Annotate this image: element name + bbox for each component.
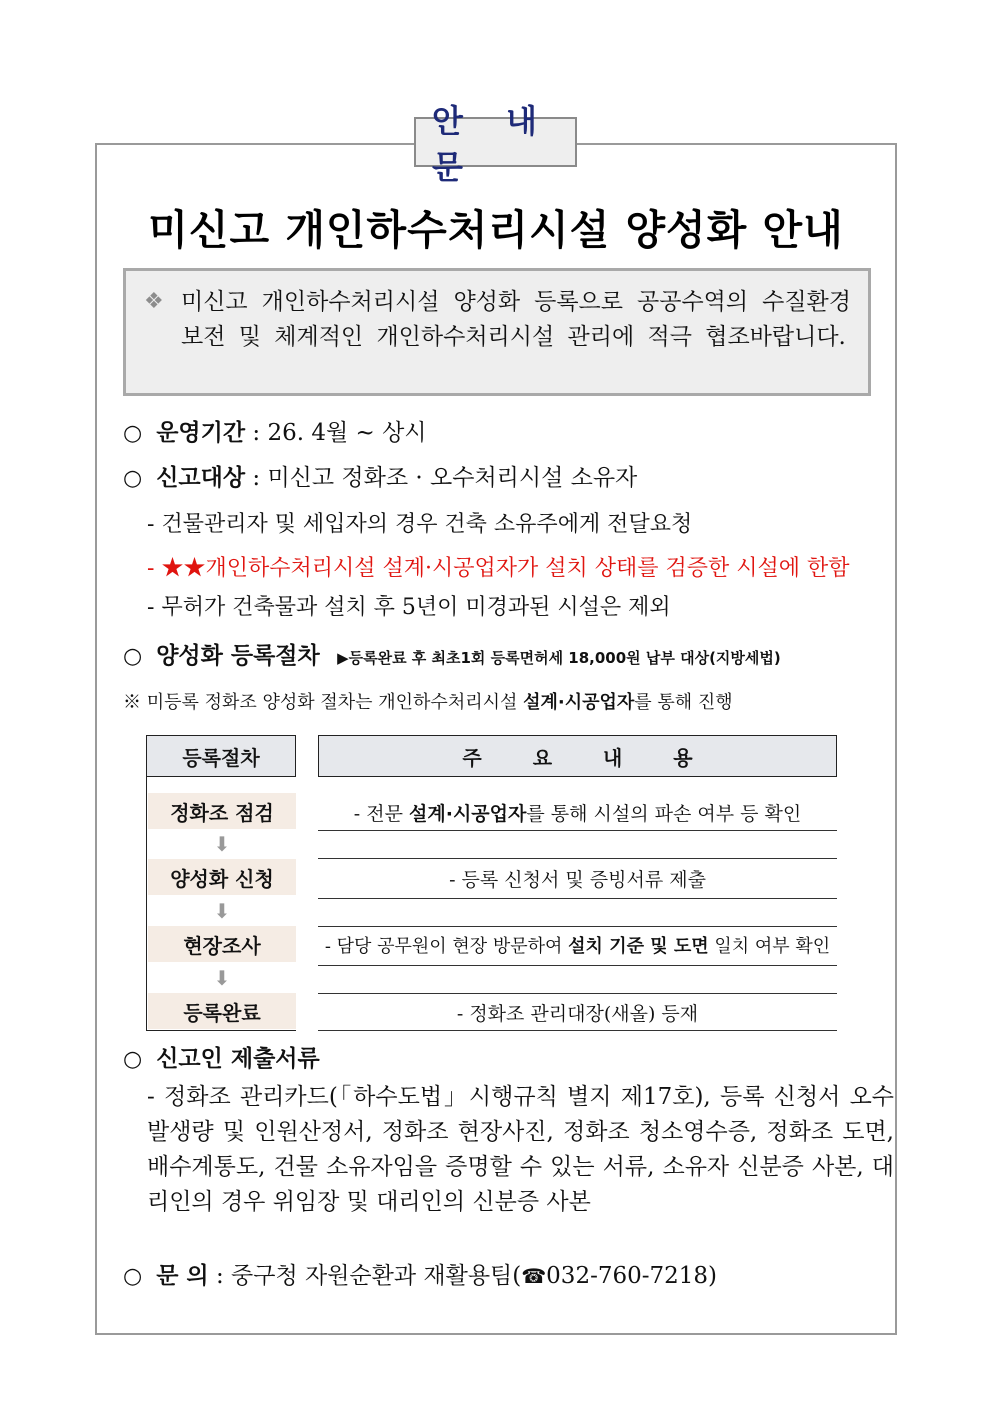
- notice-text: 미신고 개인하수처리시설 양성화 등록으로 공공수역의 수질환경보전 및 체계적인 개인하수처리시설 관리에 적극 협조바랍니다.: [181, 289, 851, 350]
- step-site-survey: 현장조사: [148, 926, 296, 962]
- documents-label: 신고인 제출서류: [156, 1046, 320, 1072]
- circle-bullet-icon: ○: [123, 421, 143, 446]
- period-sep: :: [252, 420, 261, 446]
- desc-bold: 설계·시공업자: [409, 803, 527, 825]
- contact-row: [123, 1257, 717, 1290]
- step-description: [318, 999, 837, 1026]
- table-header-content: 주 요 내 용: [318, 735, 837, 777]
- row-divider: [318, 830, 837, 831]
- circle-bullet-icon: ○: [123, 466, 143, 491]
- target-label: 신고대상: [156, 465, 246, 491]
- phone-icon: ☎: [521, 1264, 547, 1288]
- step-description: [318, 799, 837, 826]
- period-label: 운영기간: [156, 420, 246, 446]
- circle-bullet-icon: ○: [123, 1047, 143, 1072]
- page-title: 미신고 개인하수처리시설 양성화 안내: [148, 206, 844, 254]
- target-item-highlight: [147, 551, 849, 582]
- circle-bullet-icon: ○: [123, 644, 143, 669]
- row-divider: [318, 993, 837, 994]
- procedure-remark: [123, 688, 733, 714]
- remark-bold: 설계·시공업자: [523, 692, 635, 713]
- documents-text: 정화조 관리카드(「하수도법」시행규칙 별지 제17호), 등록 신청서 오수발생량 및 인원산정서, 정화조 현장사진, 정화조 청소영수증, 정화조 도면, 배수계통도, 건물 소유자임을 증명할 수 있는 서류, 소유자 신분증 사본, 대리인의 경우 위임장 및 대리인의 신분증 사본: [147, 1084, 895, 1215]
- arrow-down-icon: ⬇: [213, 966, 231, 990]
- step-application: 양성화 신청: [148, 859, 296, 895]
- table-bottom-border: [146, 1030, 296, 1031]
- contact-sep: :: [215, 1263, 224, 1289]
- contact-value: 중구청 자원순환과 재활용팀(: [231, 1263, 522, 1289]
- remark-text: 를 통해 진행: [634, 692, 733, 713]
- circle-bullet-icon: ○: [123, 1264, 143, 1289]
- arrow-down-icon: ⬇: [213, 899, 231, 923]
- table-header-step: 등록절차: [146, 735, 296, 777]
- dash: -: [147, 556, 155, 581]
- documents-row: [123, 1040, 320, 1073]
- table-left-border: [146, 777, 147, 1031]
- notice-badge: 안 내 문: [414, 117, 577, 167]
- period-value: 26. 4월 ~ 상시: [267, 420, 427, 446]
- tax-note: ▶등록완료 후 최초1회 등록면허세 18,000원 납부 대상(지방세법): [337, 649, 781, 667]
- desc-text: - 담당 공무원이 현장 방문하여: [324, 936, 569, 957]
- target-item-text: 건물관리자 및 세입자의 경우 건축 소유주에게 전달요청: [161, 512, 693, 537]
- target-item: [147, 507, 692, 538]
- desc-bold: 설치 기준 및 도면: [568, 936, 709, 957]
- arrow-down-icon: ⬇: [213, 832, 231, 856]
- row-divider: [318, 898, 837, 899]
- step-description: [318, 932, 837, 958]
- target-item: [147, 590, 671, 621]
- dash: -: [147, 1084, 155, 1110]
- target-row: [123, 459, 637, 492]
- row-divider: [318, 858, 837, 859]
- diamond-bullet-icon: ❖: [144, 289, 164, 314]
- contact-label: 문 의: [156, 1263, 209, 1289]
- documents-list: [147, 1080, 894, 1220]
- step-description: [318, 865, 837, 892]
- target-item-text: ★★개인하수처리시설 설계·시공업자가 설치 상태를 검증한 시설에 한함: [161, 556, 850, 581]
- desc-text: - 전문: [353, 803, 410, 825]
- period-row: [123, 414, 427, 447]
- desc-text: - 등록 신청서 및 증빙서류 제출: [449, 869, 706, 891]
- desc-text: 일치 여부 확인: [708, 936, 831, 957]
- dash: -: [147, 595, 155, 620]
- desc-text: 를 통해 시설의 파손 여부 등 확인: [526, 803, 802, 825]
- target-sep: :: [252, 465, 261, 491]
- row-divider: [318, 965, 837, 966]
- target-item-text: 무허가 건축물과 설치 후 5년이 미경과된 시설은 제외: [161, 595, 671, 620]
- desc-text: - 정화조 관리대장(새올) 등재: [456, 1003, 699, 1025]
- step-complete: 등록완료: [148, 993, 296, 1029]
- row-divider: [318, 926, 837, 927]
- remark-text: ※ 미등록 정화조 양성화 절차는 개인하수처리시설: [123, 692, 524, 713]
- contact-phone[interactable]: 032-760-7218): [546, 1263, 718, 1289]
- target-value: 미신고 정화조 · 오수처리시설 소유자: [267, 465, 638, 491]
- step-inspection: 정화조 점검: [148, 793, 296, 829]
- procedure-row: [123, 637, 781, 670]
- procedure-label: 양성화 등록절차: [156, 643, 320, 669]
- dash: -: [147, 512, 155, 537]
- notice-box: [123, 268, 871, 396]
- row-divider: [318, 1030, 837, 1031]
